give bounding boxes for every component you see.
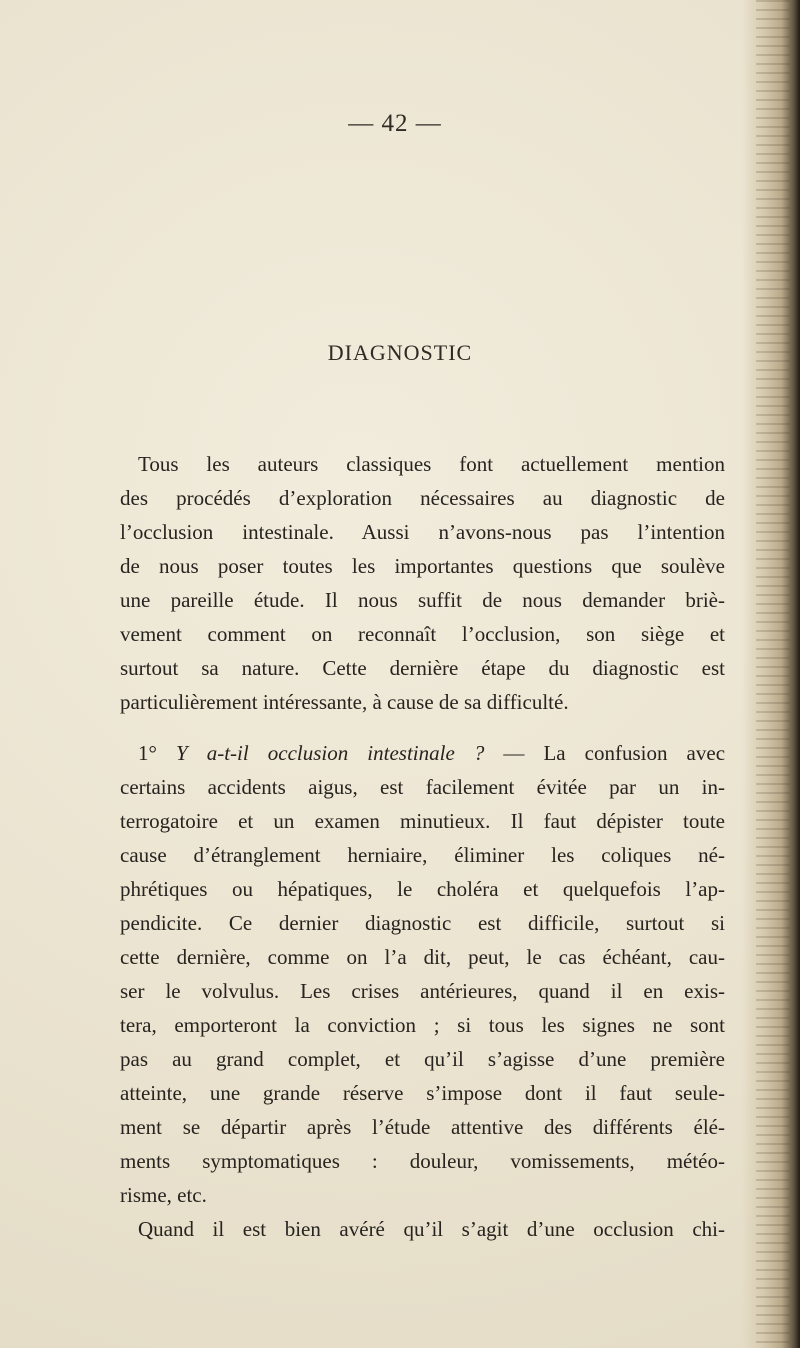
point-1-first-line xyxy=(138,740,725,767)
point-1-line: phrétiques ou hépatiques, le choléra et quelquefois l’ap- xyxy=(120,877,725,901)
point-1-first-line-rest: — La confusion avec xyxy=(503,741,726,765)
paragraph-1-line: l’occlusion intestinale. Aussi n’avons-nous pas l’intention xyxy=(120,520,725,544)
point-1-line: cette dernière, comme on l’a dit, peut, le cas échéant, cau- xyxy=(120,945,725,969)
point-1-line: cause d’étranglement herniaire, éliminer les coliques né- xyxy=(120,843,725,867)
point-1-line: risme, etc. xyxy=(120,1183,207,1207)
point-1-line: pas au grand complet, et qu’il s’agisse d’une première xyxy=(120,1047,725,1071)
point-1-line: terrogatoire et un examen minutieux. Il faut dépister toute xyxy=(120,809,725,833)
point-1-number: 1° xyxy=(138,741,157,765)
point-1-title: Y a-t-il occlusion intestinale ? xyxy=(175,741,485,765)
point-1-line: certains accidents aigus, est facilement évitée par un in- xyxy=(120,775,725,799)
section-heading: DIAGNOSTIC xyxy=(327,340,473,365)
point-1-line: tera, emporteront la conviction ; si tous les signes ne sont xyxy=(120,1013,725,1037)
point-1-line: ments symptomatiques : douleur, vomissements, météo- xyxy=(120,1149,725,1173)
paragraph-3-line: Quand il est bien avéré qu’il s’agit d’une occlusion chi- xyxy=(138,1217,725,1241)
paragraph-1-line: Tous les auteurs classiques font actuellement mention xyxy=(138,452,725,476)
paragraph-1-line: des procédés d’exploration nécessaires au diagnostic de xyxy=(120,486,725,510)
paragraph-1-line: une pareille étude. Il nous suffit de nous demander briè- xyxy=(120,588,725,612)
paragraph-1-line: de nous poser toutes les importantes questions que soulève xyxy=(120,554,725,578)
point-1-line: atteinte, une grande réserve s’impose dont il faut seule- xyxy=(120,1081,725,1105)
paragraph-1-line: surtout sa nature. Cette dernière étape du diagnostic est xyxy=(120,656,725,680)
point-1-line: ser le volvulus. Les crises antérieures, quand il en exis- xyxy=(120,979,725,1003)
page-number: — 42 — xyxy=(348,110,442,137)
point-1-line: ment se départir après l’étude attentive des différents élé- xyxy=(120,1115,725,1139)
paragraph-1-line: vement comment on reconnaît l’occlusion, son siège et xyxy=(120,622,725,646)
point-1-line: pendicite. Ce dernier diagnostic est difficile, surtout si xyxy=(120,911,725,935)
paragraph-1-line: particulièrement intéressante, à cause de sa difficulté. xyxy=(120,690,569,714)
page-edge-texture xyxy=(756,0,790,1348)
